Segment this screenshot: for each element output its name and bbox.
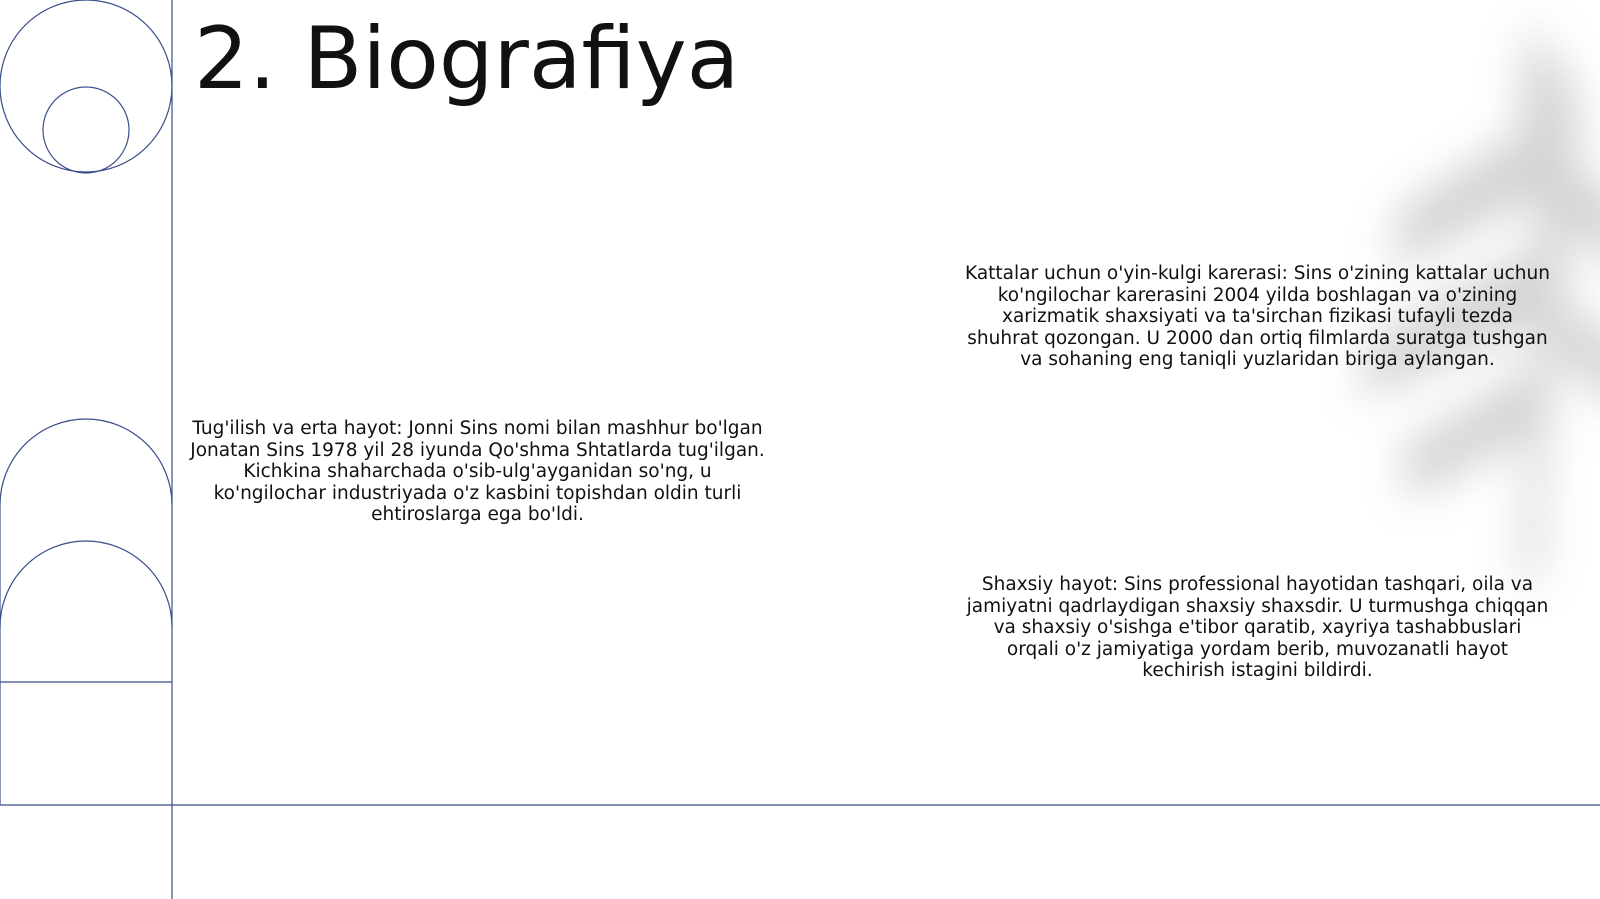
lower-arch-outline: [0, 541, 172, 627]
career-section-text: Kattalar uchun o'yin-kulgi karerasi: Sins o'zining kattalar uchun ko'ngilochar karerasini 2004 yilda boshlagan va o'zining xarizmatik shaxsiyati va ta'sirchan fizikasi tufayli tezda shuhrat qozongan. U 2000 dan ortiq filmlarda suratga tushgan va sohaning eng taniqli yuzlaridan biriga aylangan.: [965, 263, 1550, 370]
upper-arch-outline: [0, 419, 172, 505]
birth-section-text: Tug'ilish va erta hayot: Jonni Sins nomi bilan mashhur bo'lgan Jonatan Sins 1978 yil 28 iyunda Qo'shma Shtatlarda tug'ilgan. Kichkina shaharchada o'sib-ulg'ayganidan so'ng, u ko'ngilochar industriyada o'z kasbini topishdan oldin turli ehtiroslarga ega bo'ldi.: [190, 418, 765, 525]
small-circle-outline: [43, 87, 129, 173]
large-circle-outline: [0, 0, 172, 172]
slide-title: 2. Biografiya: [194, 9, 740, 109]
personal-life-section-text: Shaxsiy hayot: Sins professional hayotidan tashqari, oila va jamiyatni qadrlaydigan shaxsiy shaxsdir. U turmushga chiqqan va shaxsiy o'sishga e'tibor qaratib, xayriya tashabbuslari orqali o'z jamiyatiga yordam berib, muvozanatli hayot kechirish istagini bildirdi.: [966, 574, 1549, 681]
